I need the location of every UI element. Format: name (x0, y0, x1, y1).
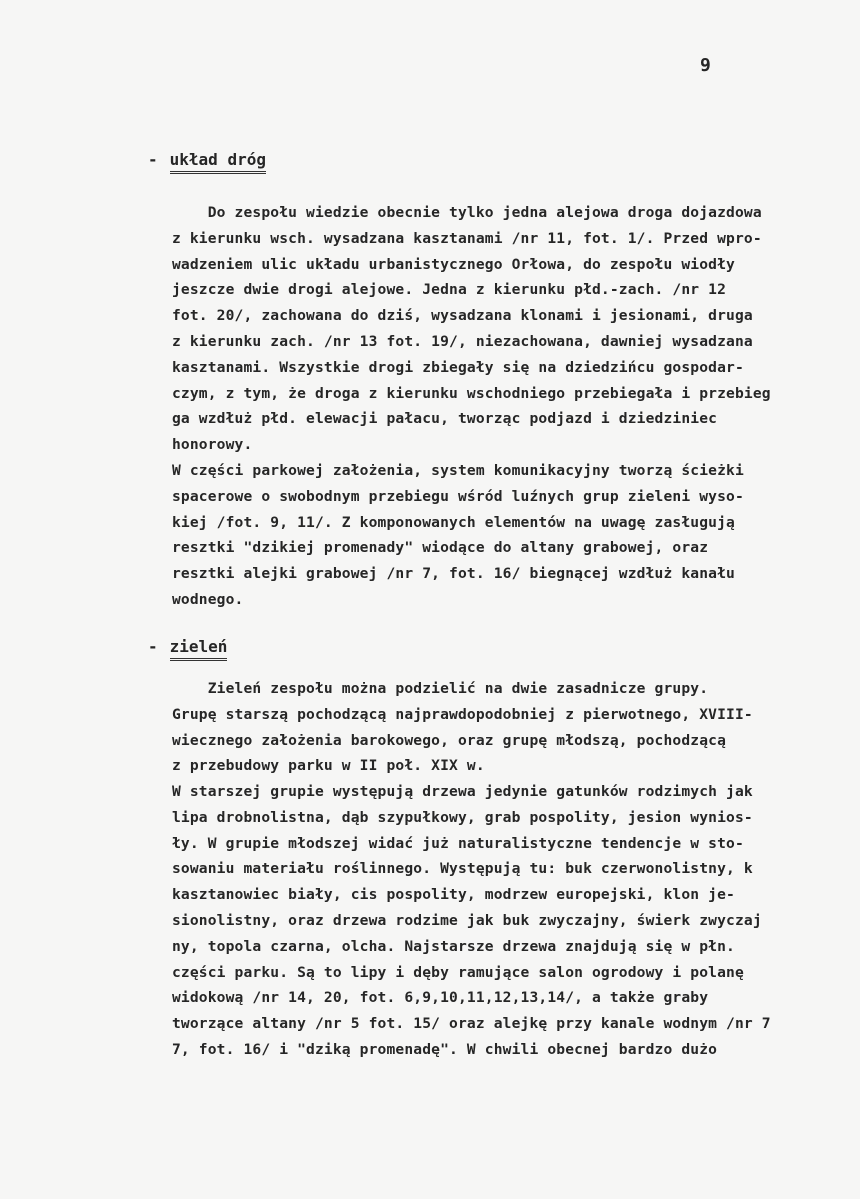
paragraph-greenery-2 (172, 779, 844, 1063)
section-heading-zielen (148, 637, 227, 656)
heading-dash: - (148, 637, 158, 656)
text-line: Zieleń zespołu można podzielić na dwie zasadnicze grupy. (172, 680, 709, 697)
heading-title: układ dróg (170, 150, 266, 174)
text-line: ny, topola czarna, olcha. Najstarsze drzewa znajdują się w płn. (172, 937, 735, 955)
text-line: z przebudowy parku w II poł. XIX w. (172, 757, 485, 775)
text-line: fot. 20/, zachowana do dziś, wysadzana klonami i jesionami, druga (172, 307, 753, 325)
text-line: ga wzdłuż płd. elewacji pałacu, tworząc podjazd i dziedziniec (172, 410, 718, 428)
text-line: resztki "dzikiej promenady" wiodące do altany grabowej, oraz (172, 539, 709, 557)
page-number: 9 (700, 55, 711, 76)
text-line: wiecznego założenia barokowego, oraz grupę młodszą, pochodzącą (172, 731, 727, 749)
text-line: Do zespołu wiedzie obecnie tylko jedna alejowa droga dojazdowa (172, 204, 762, 221)
text-line: sionolistny, oraz drzewa rodzime jak buk zwyczajny, świerk zwyczaj (172, 911, 762, 929)
paragraph-greenery-1 (172, 676, 844, 779)
text-line: lipa drobnolistna, dąb szypułkowy, grab pospolity, jesion wynios- (172, 808, 753, 826)
heading-title: zieleń (170, 637, 228, 661)
text-line: z kierunku wsch. wysadzana kasztanami /nr 11, fot. 1/. Przed wpro- (172, 229, 762, 247)
text-line: W części parkowej założenia, system komunikacyjny tworzą ścieżki (172, 462, 744, 479)
text-line: 7, fot. 16/ i "dziką promenadę". W chwili obecnej bardzo dużo (172, 1040, 718, 1058)
text-line: tworzące altany /nr 5 fot. 15/ oraz alejkę przy kanale wodnym /nr 7 (172, 1015, 771, 1033)
text-line: Grupę starszą pochodzącą najprawdopodobniej z pierwotnego, XVIII- (172, 705, 753, 723)
text-line: wadzeniem ulic układu urbanistycznego Orłowa, do zespołu wiodły (172, 255, 735, 273)
paragraph-roads-2 (172, 458, 844, 613)
text-line: ły. W grupie młodszej widać już naturalistyczne tendencje w sto- (172, 834, 744, 852)
text-line: z kierunku zach. /nr 13 fot. 19/, niezachowana, dawniej wysadzana (172, 332, 753, 350)
text-line: resztki alejki grabowej /nr 7, fot. 16/ biegnącej wzdłuż kanału (172, 565, 735, 583)
text-line: honorowy. (172, 436, 253, 454)
text-line: spacerowe o swobodnym przebiegu wśród luźnych grup zieleni wyso- (172, 487, 744, 505)
heading-dash: - (148, 150, 158, 169)
text-line: kiej /fot. 9, 11/. Z komponowanych elementów na uwagę zasługują (172, 513, 735, 531)
section-heading-uklad-drog (148, 150, 266, 169)
text-line: sowaniu materiału roślinnego. Występują tu: buk czerwonolistny, k (172, 860, 753, 878)
text-line: wodnego. (172, 590, 244, 608)
text-line: czym, z tym, że droga z kierunku wschodniego przebiegała i przebieg (172, 384, 771, 402)
text-line: jeszcze dwie drogi alejowe. Jedna z kierunku płd.-zach. /nr 12 (172, 281, 727, 299)
text-line: kasztanami. Wszystkie drogi zbiegały się na dziedzińcu gospodar- (172, 358, 744, 376)
text-line: kasztanowiec biały, cis pospolity, modrzew europejski, klon je- (172, 886, 735, 904)
text-line: W starszej grupie występują drzewa jedynie gatunków rodzimych jak (172, 783, 753, 800)
text-line: widokową /nr 14, 20, fot. 6,9,10,11,12,13,14/, a także graby (172, 989, 709, 1007)
paragraph-roads-1 (172, 200, 844, 458)
text-line: części parku. Są to lipy i dęby ramujące salon ogrodowy i polanę (172, 963, 744, 981)
